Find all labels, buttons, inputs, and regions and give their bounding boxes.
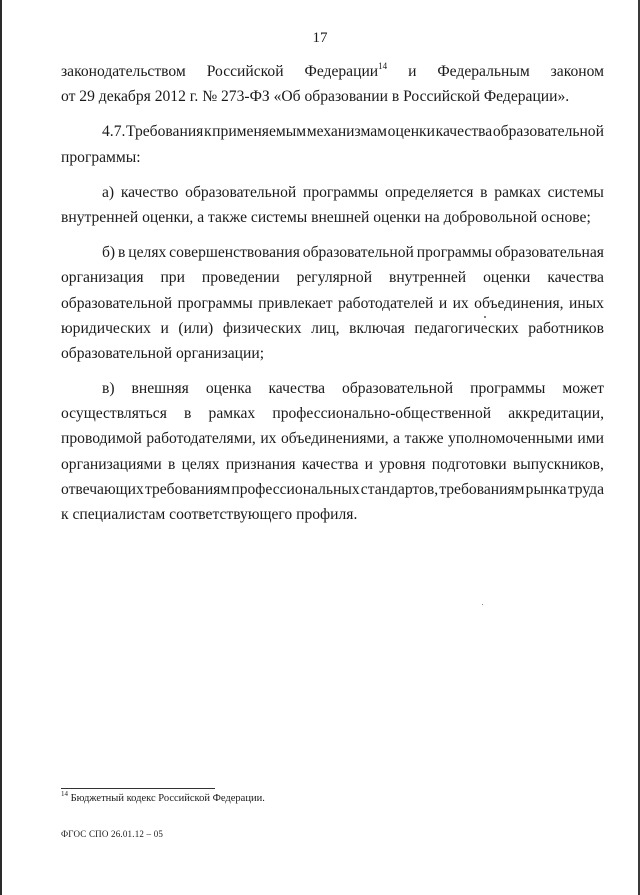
word: включая	[349, 319, 405, 337]
paragraph-1-line-1	[61, 119, 604, 144]
word: и	[408, 63, 417, 80]
word: работодателями,	[146, 430, 256, 448]
word: в	[480, 183, 488, 201]
paragraph-3-line-1	[61, 240, 604, 265]
word: качества	[268, 380, 326, 398]
word: б)	[102, 244, 116, 262]
word: привлекает	[258, 294, 333, 312]
word: и	[438, 294, 448, 312]
word: целях	[128, 244, 167, 262]
word: качества	[435, 123, 493, 141]
word: проводимой	[61, 430, 142, 448]
word: законодательством	[61, 63, 186, 80]
word: Требования	[126, 123, 204, 141]
word: оценки	[387, 123, 435, 141]
word: может	[562, 380, 604, 398]
paragraph-3-line-2	[61, 265, 604, 290]
word: требованиям	[439, 480, 525, 498]
word: иных	[568, 294, 604, 312]
word: педагогических	[414, 319, 519, 337]
paragraph-3-line-4	[61, 316, 604, 341]
paragraph-2-line-1	[61, 180, 604, 205]
word: образовательной	[342, 380, 454, 398]
word: требованиям	[144, 480, 231, 498]
paragraph-4-line-5	[61, 477, 604, 502]
word: образовательная	[494, 244, 604, 262]
word: оценка	[205, 380, 252, 398]
paragraph-4-line-1	[61, 376, 604, 401]
word: качества	[301, 455, 359, 473]
footnote-reference[interactable]: 14	[378, 61, 388, 71]
word: и	[364, 455, 374, 473]
word: Федеральным	[437, 63, 530, 80]
word: качества	[547, 269, 604, 287]
word: работников	[528, 319, 604, 337]
word: а	[393, 430, 401, 448]
paragraph-4-line-4	[61, 452, 604, 477]
word: Федерации	[304, 63, 379, 80]
word: при	[160, 269, 185, 287]
word: физических	[222, 319, 302, 337]
word: программы	[177, 294, 253, 312]
word: механизмам	[306, 123, 388, 141]
word: труда	[567, 480, 604, 498]
paragraph-4-line-6: к специалистам соответствующего профиля.	[61, 506, 358, 523]
word: системы	[547, 183, 604, 201]
word: образовательной	[61, 294, 173, 312]
word: и	[160, 319, 169, 337]
word: объединения,	[474, 294, 564, 312]
word: программы	[302, 183, 379, 201]
word: выпускников,	[512, 455, 604, 473]
paragraph-0-line-2: от 29 декабря 2012 г. № 273-ФЗ «Об образовании в Российской Федерации».	[61, 88, 570, 106]
document-code: ФГОС СПО 26.01.12 – 05	[61, 829, 164, 839]
footnote-number: 14	[61, 790, 68, 798]
paragraph-4-line-3	[61, 426, 604, 451]
word: профессионально-общественной	[272, 405, 492, 423]
word: законом	[550, 63, 604, 80]
word: а)	[102, 183, 115, 201]
word: их	[452, 294, 469, 312]
word: осуществляться	[61, 405, 167, 423]
scan-speck	[482, 604, 483, 605]
word: программы	[470, 380, 546, 398]
word: объединениями,	[281, 430, 389, 448]
word: юридических	[61, 319, 151, 337]
word: в	[118, 244, 126, 262]
paragraph-1-line-2: программы:	[61, 148, 141, 166]
word: рынка	[525, 480, 567, 498]
word: совершенствования	[169, 244, 300, 262]
word: применяемым	[212, 123, 307, 141]
word: качество	[120, 183, 179, 201]
word: работодателей	[337, 294, 434, 312]
word: в	[167, 455, 176, 473]
word: регулярной	[296, 269, 373, 287]
word: лиц,	[311, 319, 340, 337]
word: (или)	[178, 319, 214, 337]
page-number: 17	[312, 30, 328, 46]
paragraph-3-line-3	[61, 291, 604, 316]
paragraph-3-line-5: образовательной организации;	[61, 344, 265, 362]
paragraph-0-line-1	[61, 59, 604, 84]
word: рамках	[208, 405, 256, 423]
word: к	[203, 123, 212, 141]
footnote	[61, 790, 265, 804]
word: проведении	[201, 269, 280, 287]
word: подготовки	[431, 455, 507, 473]
document-body	[61, 59, 604, 527]
word: целях	[181, 455, 220, 473]
word: 4.7.	[102, 123, 126, 141]
word: внутренней	[388, 269, 467, 287]
paragraph-4-line-2	[61, 401, 604, 426]
word: уровня	[379, 455, 426, 473]
word: рамках	[494, 183, 541, 201]
word: оценки	[483, 269, 531, 287]
word-with-footnote	[305, 59, 388, 84]
word: уполномоченными	[448, 430, 573, 448]
word: организациями	[61, 455, 162, 473]
paragraph-2-line-2: внутренней оценки, а также системы внешней оценки на добровольной основе;	[61, 208, 591, 226]
word: аккредитации,	[508, 405, 604, 423]
word: образовательной	[302, 244, 414, 262]
word: также	[404, 430, 444, 448]
word: образовательной	[492, 123, 604, 141]
word: образовательной	[185, 183, 297, 201]
word: программы	[416, 244, 493, 262]
word: определяется	[384, 183, 474, 201]
scan-speck	[484, 316, 486, 318]
word: организация	[61, 269, 144, 287]
word: в	[184, 405, 192, 423]
word: признания	[225, 455, 296, 473]
footnote-separator	[61, 788, 215, 789]
word: внешняя	[131, 380, 189, 398]
word: отвечающих	[61, 480, 144, 498]
footnote-text: Бюджетный кодекс Российской Федерации.	[70, 793, 265, 804]
word: Российской	[206, 63, 284, 80]
word: стандартов,	[360, 480, 439, 498]
scan-edge-left	[0, 0, 2, 895]
word: их	[260, 430, 277, 448]
word: в)	[102, 380, 115, 398]
word: профессиональных	[231, 480, 360, 498]
word: ими	[577, 430, 604, 448]
